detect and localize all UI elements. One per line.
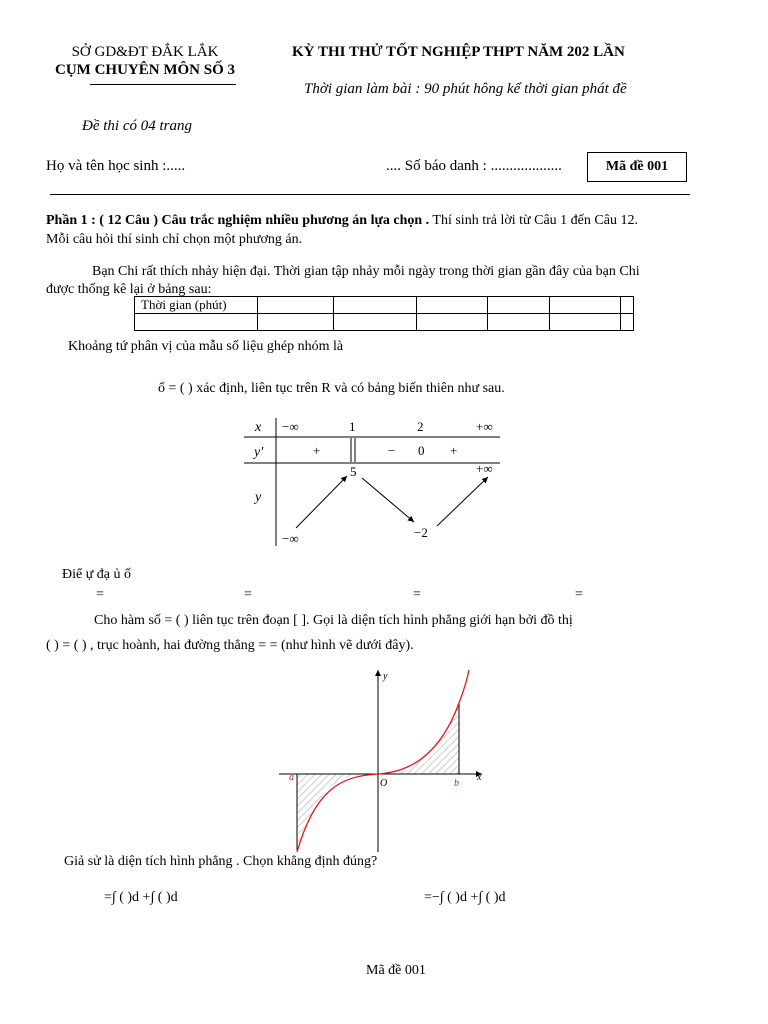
exam-title: KỲ THI THỬ TỐT NGHIỆP THPT NĂM 202 LẦN xyxy=(292,44,625,60)
candidate-number-field: .... Số báo danh : ................... xyxy=(386,158,562,174)
y-axis-label: y xyxy=(383,671,388,682)
vt-sign: + xyxy=(450,443,458,458)
org-line-2: CỤM CHUYÊN MÔN SỐ 3 xyxy=(55,62,235,78)
part1-instruction: Mỗi câu hỏi thí sinh chỉ chọn một phương án. xyxy=(46,232,303,247)
table-cell xyxy=(257,314,334,331)
vt-arrow-down xyxy=(362,478,414,522)
table-row xyxy=(135,314,634,331)
table-row xyxy=(135,297,634,314)
vt-x-value: −∞ xyxy=(282,419,299,434)
bound-label-a: a xyxy=(289,772,294,783)
vt-x-value: +∞ xyxy=(476,419,493,434)
table-cell xyxy=(549,297,620,314)
vt-y-value: 5 xyxy=(350,464,357,479)
hatched-region-left xyxy=(297,774,376,850)
exam-code-box: Mã đề 001 xyxy=(587,152,687,182)
function-curve xyxy=(297,670,469,852)
q2-option-b[interactable]: = xyxy=(244,587,252,602)
q2-stem: ố = ( ) xác định, liên tục trên R và có bảng biến thiên như sau. xyxy=(158,381,505,396)
vt-y-label: y xyxy=(255,490,262,505)
vt-x-value: 1 xyxy=(349,419,356,434)
table-cell xyxy=(621,314,634,331)
table-cell xyxy=(334,297,417,314)
vt-arrow-up-1 xyxy=(296,476,347,528)
q1-line-2: được thống kê lại ở bảng sau: xyxy=(46,282,212,297)
q3-option-a[interactable]: =∫ ( )d +∫ ( )d xyxy=(104,890,178,905)
vt-x-value: 2 xyxy=(417,419,424,434)
q2-option-a[interactable]: = xyxy=(96,587,104,602)
q2-question: Điể ự đạ ủ ố xyxy=(62,567,132,582)
q3-question: Giả sử là diện tích hình phẳng . Chọn khẳng định đúng? xyxy=(64,854,378,869)
vt-arrow-up-2 xyxy=(437,477,488,526)
footer-exam-code: Mã đề 001 xyxy=(366,963,426,978)
q3-line-2: ( ) = ( ) , trục hoành, hai đường thẳng = = (như hình vẽ dưới đây). xyxy=(46,638,414,653)
table-cell xyxy=(135,314,258,331)
org-line-1: SỞ GD&ĐT ĐẮK LẮK xyxy=(71,44,219,60)
table-cell xyxy=(257,297,334,314)
x-axis-label: x xyxy=(477,772,482,783)
bound-label-b: b xyxy=(454,778,459,789)
table-cell xyxy=(488,297,549,314)
table-cell xyxy=(334,314,417,331)
q3-line-1: Cho hàm số = ( ) liên tục trên đoạn [ ]. Gọi là diện tích hình phẳng giới hạn bởi đồ thị xyxy=(94,613,573,628)
q1-data-table xyxy=(134,296,634,331)
q2-option-c[interactable]: = xyxy=(413,587,421,602)
vt-y-value: −∞ xyxy=(282,531,299,546)
table-cell xyxy=(549,314,620,331)
vt-y-value: +∞ xyxy=(476,461,493,476)
part1-title-bold: Phần 1 : ( 12 Câu ) Câu trắc nghiệm nhiều phương án lựa chọn . xyxy=(46,213,430,228)
vt-sign: 0 xyxy=(418,443,425,458)
q3-option-b[interactable]: =−∫ ( )d +∫ ( )d xyxy=(424,890,506,905)
vt-sign: − xyxy=(388,443,396,458)
time-line: Thời gian làm bài : 90 phút hông kể thời gian phát đề xyxy=(304,81,627,97)
vt-yprime-label: y' xyxy=(254,445,264,460)
origin-label: O xyxy=(380,778,388,789)
table-header-cell: Thời gian (phút) xyxy=(135,297,258,314)
q1-line-1: Bạn Chi rất thích nhảy hiện đại. Thời gian tập nhảy mỗi ngày trong thời gian gần đây của bạn Chi xyxy=(92,264,640,279)
part1-title-rest: Thí sinh trả lời từ Câu 1 đến Câu 12. xyxy=(429,213,638,228)
pages-note: Đề thi có 04 trang xyxy=(82,118,192,134)
hatched-region-right xyxy=(380,703,459,774)
q2-option-d[interactable]: = xyxy=(575,587,583,602)
q1-question: Khoảng tứ phân vị của mẫu số liệu ghép nhóm là xyxy=(68,339,344,354)
table-cell xyxy=(417,297,488,314)
part1-title xyxy=(46,213,638,229)
table-cell xyxy=(488,314,549,331)
header-divider xyxy=(50,194,690,195)
table-cell xyxy=(417,314,488,331)
vt-sign: + xyxy=(313,443,321,458)
vt-x-label: x xyxy=(255,420,262,435)
org-underline xyxy=(90,84,236,85)
vt-y-value: −2 xyxy=(414,525,428,540)
table-cell xyxy=(621,297,634,314)
student-name-field: Họ và tên học sinh :..... xyxy=(46,158,186,174)
